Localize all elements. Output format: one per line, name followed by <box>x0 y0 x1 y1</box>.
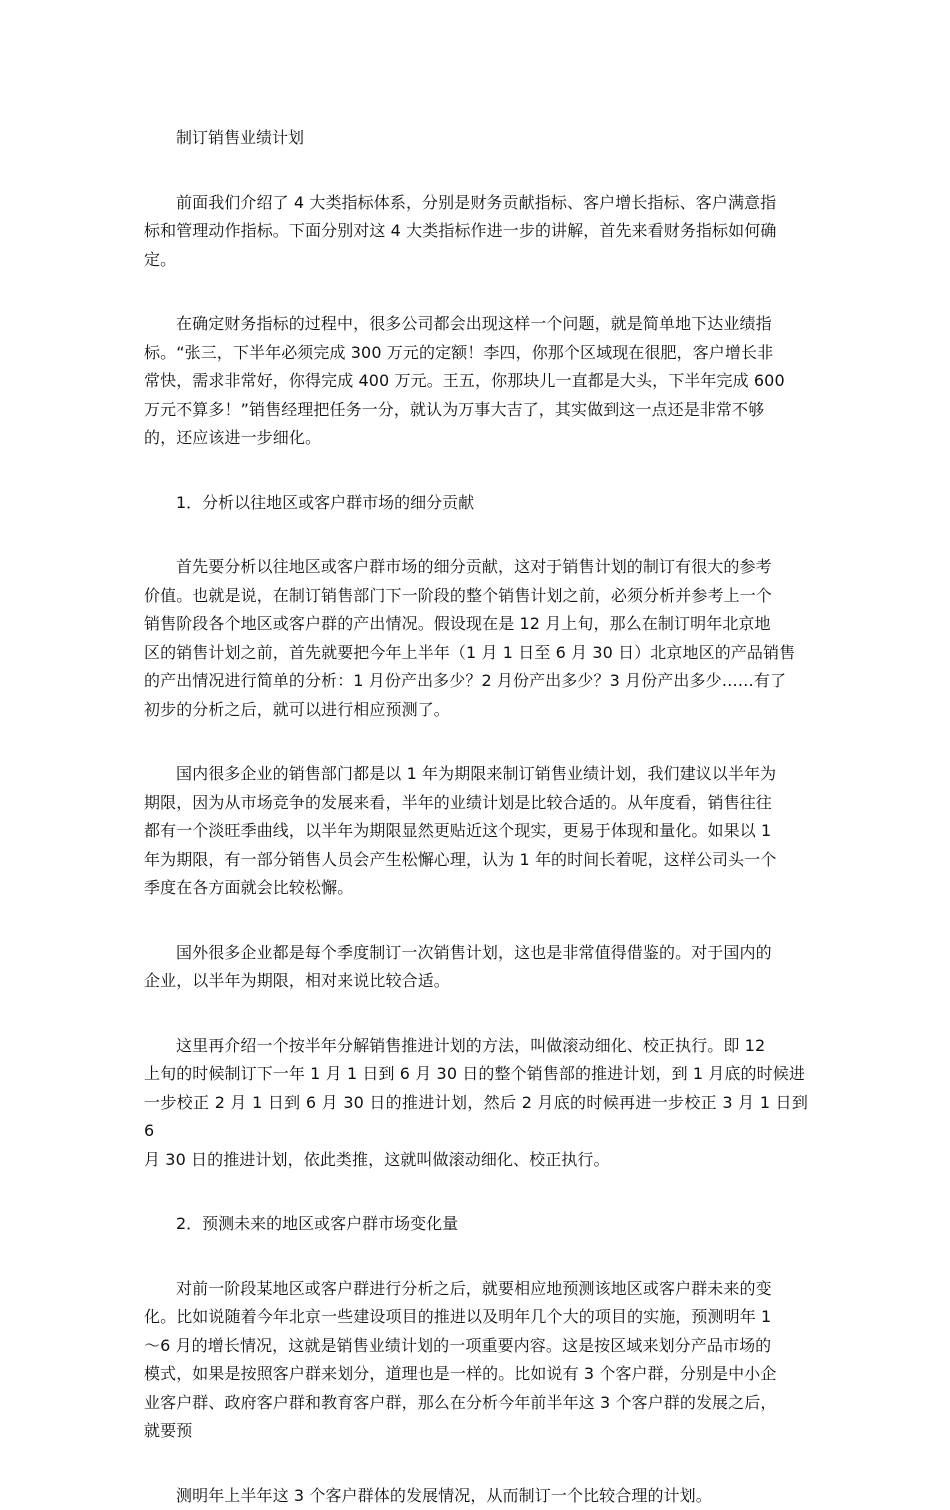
spacer <box>144 724 808 760</box>
section-heading-2: 2．预测未来的地区或客户群市场变化量 <box>144 1210 808 1239</box>
spacer <box>144 1174 808 1210</box>
paragraph-forecast: 对前一阶段某地区或客户群进行分析之后，就要相应地预测该地区或客户群未来的变 化。比如说随着今年北京一些建设项目的推进以及明年几个大的项目的实施，预测明年 1 ～6 月的增长情况，这就是销售业绩计划的一项重要内容。这是按区域来划分产品市场的 模式，如果是按照客户群来划分，道理也是一样的。比如说有 3 个客户群，分别是中小企 业客户群、政府客户群和教育客户群，那么在分析今年前半年这 3 个客户群的发展之后， 就要预 <box>144 1275 808 1446</box>
spacer <box>144 1239 808 1275</box>
document-page <box>144 124 808 1510</box>
spacer <box>144 153 808 189</box>
spacer <box>144 1446 808 1482</box>
spacer <box>144 517 808 553</box>
paragraph-financial-targets: 在确定财务指标的过程中，很多公司都会出现这样一个问题，就是简单地下达业绩指 标。“张三，下半年必须完成 300 万元的定额！李四，你那个区域现在很肥，客户增长非 常快，需求非常好，你得完成 400 万元。王五，你那块儿一直都是大头，下半年完成 600 万元不算多！”销售经理把任务一分，就认为万事大吉了，其实做到这一点还是非常不够 的，还应该进一步细化。 <box>144 310 808 453</box>
document-title: 制订销售业绩计划 <box>144 124 808 153</box>
spacer <box>144 996 808 1032</box>
paragraph-analysis: 首先要分析以往地区或客户群市场的细分贡献，这对于销售计划的制订有很大的参考 价值。也就是说，在制订销售部门下一阶段的整个销售计划之前，必须分析并参考上一个 销售阶段各个地区或客户群的产出情况。假设现在是 12 月上旬，那么在制订明年北京地 区的销售计划之前，首先就要把今年上半年（1 月 1 日至 6 月 30 日）北京地区的产品销售 的产出情况进行简单的分析：1 月份产出多少？2 月份产出多少？3 月份产出多少……有了 初步的分析之后，就可以进行相应预测了。 <box>144 553 808 724</box>
paragraph-conclusion: 测明年上半年这 3 个客户群体的发展情况，从而制订一个比较合理的计划。 <box>144 1482 808 1510</box>
section-heading-1: 1．分析以往地区或客户群市场的细分贡献 <box>144 489 808 518</box>
spacer <box>144 274 808 310</box>
paragraph-half-year: 国内很多企业的销售部门都是以 1 年为期限来制订销售业绩计划，我们建议以半年为 期限，因为从市场竞争的发展来看，半年的业绩计划是比较合适的。从年度看，销售往往 都有一个淡旺季曲线，以半年为期限显然更贴近这个现实，更易于体现和量化。如果以 1 年为期限，有一部分销售人员会产生松懈心理，认为 1 年的时间长着呢，这样公司头一个 季度在各方面就会比较松懈。 <box>144 760 808 903</box>
paragraph-intro: 前面我们介绍了 4 大类指标体系，分别是财务贡献指标、客户增长指标、客户满意指 标和管理动作指标。下面分别对这 4 大类指标作进一步的讲解，首先来看财务指标如何确 定。 <box>144 189 808 275</box>
spacer <box>144 453 808 489</box>
spacer <box>144 903 808 939</box>
paragraph-rolling-plan: 这里再介绍一个按半年分解销售推进计划的方法，叫做滚动细化、校正执行。即 12 上旬的时候制订下一年 1 月 1 日到 6 月 30 日的整个销售部的推进计划，到 1 月底的时候进 一步校正 2 月 1 日到 6 月 30 日的推进计划，然后 2 月底的时候再进一步校正 3 月 1 日到 6 月 30 日的推进计划，依此类推，这就叫做滚动细化、校正执行。 <box>144 1032 808 1175</box>
paragraph-quarterly: 国外很多企业都是每个季度制订一次销售计划，这也是非常值得借鉴的。对于国内的 企业，以半年为期限，相对来说比较合适。 <box>144 939 808 996</box>
